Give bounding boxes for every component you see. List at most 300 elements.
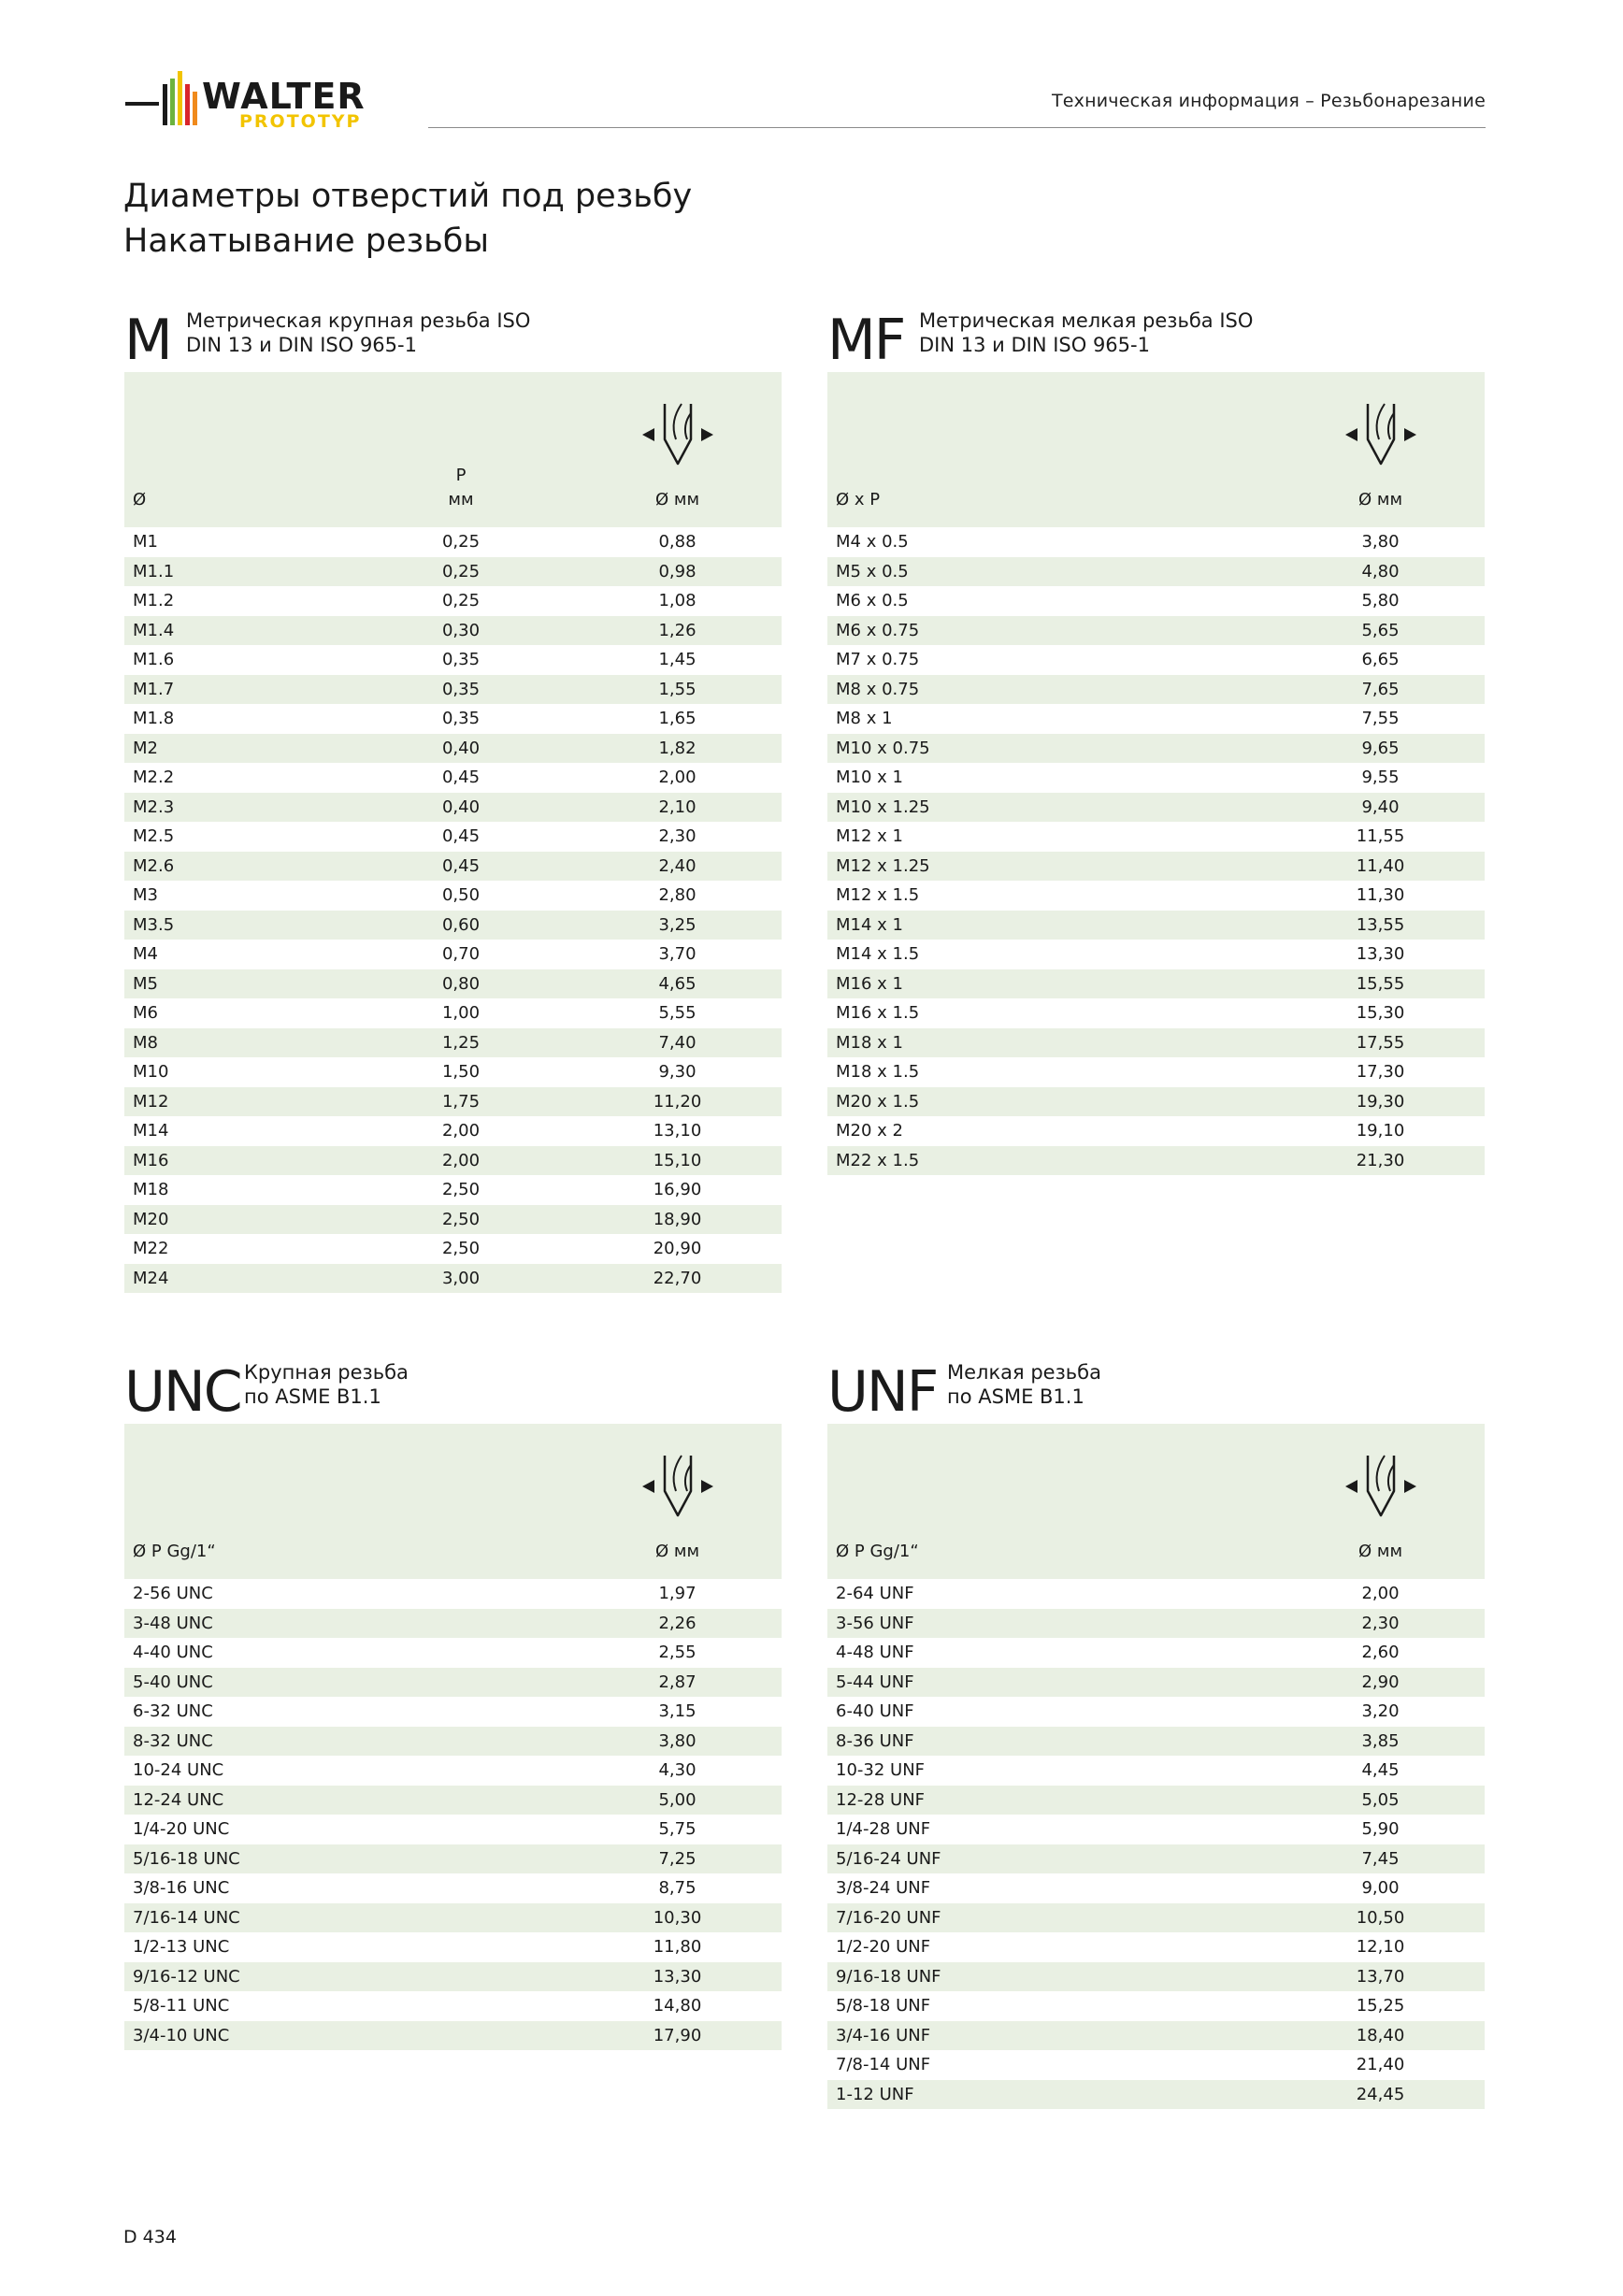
table-row (827, 2050, 1485, 2080)
table-cell: 5-40 UNC (133, 1672, 213, 1692)
table-cell: 3/8-24 UNF (836, 1878, 931, 1898)
table-cell: 17,90 (653, 2025, 702, 2045)
table-cell: 22,70 (653, 1268, 702, 1288)
table-cell: 7,65 (1361, 679, 1400, 699)
table-cell: 7/8-14 UNF (836, 2055, 931, 2074)
table-row (827, 1756, 1485, 1786)
section-description-line-2: DIN 13 и DIN ISO 965-1 (919, 334, 1150, 356)
logo-subtext: PROTOTYP (239, 111, 362, 132)
table-row (124, 1932, 782, 1962)
table-cell: M18 (133, 1180, 169, 1199)
table-cell: 2,55 (658, 1643, 697, 1662)
table-cell: 15,30 (1356, 1003, 1405, 1023)
table-cell: 7,55 (1361, 709, 1400, 728)
table-row (827, 1087, 1485, 1117)
table-cell: 1/2-20 UNF (836, 1937, 931, 1957)
table-cell: M10 x 0.75 (836, 738, 930, 758)
table-row (827, 2080, 1485, 2110)
table-row (124, 763, 782, 793)
table-cell: 2-56 UNC (133, 1584, 213, 1603)
section-code: UNF (827, 1359, 938, 1425)
table-row (124, 969, 782, 999)
table-cell: 7/16-20 UNF (836, 1907, 941, 1928)
table-row (827, 1146, 1485, 1176)
table-cell: 9/16-12 UNC (133, 1966, 240, 1987)
section-description-line-1: Метрическая крупная резьба ISO (186, 309, 531, 332)
table-cell: 3/4-16 UNF (836, 2025, 931, 2045)
table-row (827, 881, 1485, 911)
table-cell: 4,65 (658, 973, 697, 994)
table-row (827, 1932, 1485, 1962)
table-cell: 13,30 (1356, 944, 1405, 964)
table-row (124, 1234, 782, 1264)
table-cell: 6,65 (1361, 650, 1400, 669)
section-mf-header (827, 309, 1485, 372)
table-cell: 3,85 (1361, 1730, 1400, 1751)
table-cell: 15,10 (653, 1150, 702, 1170)
header-title: Техническая информация – Резьбонарезание (1051, 91, 1486, 111)
table-cell: M24 (133, 1268, 169, 1288)
table-header-row (124, 1424, 782, 1579)
table-cell: M1.4 (133, 620, 175, 640)
table-cell: 17,55 (1356, 1032, 1405, 1053)
table-cell: 1/4-20 UNC (133, 1819, 230, 1839)
table-row (124, 1697, 782, 1727)
table-cell: 5,65 (1361, 620, 1400, 640)
section-description (186, 309, 530, 357)
table-cell: 2,40 (658, 855, 697, 876)
table-row (124, 1873, 782, 1903)
table-row (124, 1087, 782, 1117)
table-cell: 5,00 (658, 1789, 697, 1810)
drill-bit-diameter-icon (573, 1448, 782, 1540)
table-cell: 8,75 (658, 1878, 697, 1898)
page-number: D 434 (123, 2227, 177, 2247)
table-cell: M20 x 1.5 (836, 1091, 920, 1112)
table-cell: 2,60 (1361, 1643, 1400, 1662)
table-row (124, 1962, 782, 1992)
table-cell: M18 x 1.5 (836, 1062, 920, 1082)
table-cell: 1/2-13 UNC (133, 1937, 230, 1957)
col-header-size: Ø x P (836, 490, 881, 509)
drill-bit-diameter-icon (573, 396, 782, 488)
page-title-line-2: Накатывание резьбы (123, 222, 489, 260)
table-row (124, 1815, 782, 1844)
table-row (124, 1727, 782, 1757)
table-row (827, 527, 1485, 557)
table-cell: 19,10 (1356, 1121, 1405, 1141)
table-cell: 3-56 UNF (836, 1613, 914, 1633)
table-row (827, 586, 1485, 616)
table-row (124, 1903, 782, 1933)
table-cell: 0,98 (658, 561, 697, 581)
table-cell: 5/8-11 UNC (133, 1996, 230, 2016)
table-cell: 0,25 (441, 591, 481, 610)
table-row (827, 1727, 1485, 1757)
table-cell: 11,20 (653, 1091, 702, 1112)
table-row (827, 1991, 1485, 2021)
table-row (827, 911, 1485, 940)
section-description-line-2: по ASME B1.1 (947, 1385, 1084, 1408)
table-cell: 1,26 (658, 620, 697, 640)
table-row (124, 2021, 782, 2051)
table-cell: 3,15 (658, 1701, 697, 1721)
table-cell: 6-40 UNF (836, 1701, 914, 1721)
table-cell: M4 (133, 944, 158, 964)
table-row (827, 1844, 1485, 1874)
header-divider (428, 127, 1486, 128)
table-row (124, 940, 782, 969)
table-cell: 1,50 (441, 1062, 481, 1082)
table-cell: M14 (133, 1121, 169, 1141)
table-cell: 0,30 (441, 620, 481, 640)
table-cell: M2.3 (133, 796, 175, 817)
table-cell: M6 x 0.75 (836, 620, 920, 640)
table-cell: M3.5 (133, 914, 175, 935)
table-row (827, 1873, 1485, 1903)
table-cell: M20 (133, 1209, 169, 1229)
table-cell: 0,70 (441, 944, 481, 964)
table-cell: M5 (133, 973, 158, 994)
table-cell: 5-44 UNF (836, 1672, 914, 1692)
table-cell: 4,30 (658, 1760, 697, 1780)
table-cell: M22 x 1.5 (836, 1150, 920, 1170)
table-m (124, 372, 782, 1293)
table-row (827, 1579, 1485, 1609)
table-cell: M12 x 1 (836, 826, 903, 846)
section-description-line-1: Крупная резьба (244, 1361, 409, 1384)
walter-logo (122, 60, 402, 135)
drill-bit-diameter-icon (1276, 396, 1485, 488)
table-cell: M14 x 1 (836, 914, 903, 935)
table-cell: 11,30 (1356, 885, 1405, 905)
table-cell: 0,50 (441, 885, 481, 905)
table-row (124, 911, 782, 940)
table-cell: M22 (133, 1239, 169, 1258)
table-cell: M20 x 2 (836, 1121, 903, 1141)
table-row (124, 1175, 782, 1205)
table-cell: M8 x 1 (836, 709, 893, 728)
table-cell: 1,97 (658, 1584, 697, 1603)
table-row (827, 793, 1485, 823)
table-cell: 1,55 (658, 679, 697, 699)
table-cell: 3,20 (1361, 1701, 1400, 1721)
table-row (124, 998, 782, 1028)
col-header-drill-diameter: Ø мм (1276, 1424, 1485, 1579)
table-cell: 18,40 (1356, 2025, 1405, 2045)
table-cell: 24,45 (1356, 2084, 1405, 2104)
table-row (827, 616, 1485, 646)
table-cell: 2,50 (441, 1239, 481, 1258)
table-row (827, 1668, 1485, 1698)
table-cell: 1-12 UNF (836, 2084, 914, 2104)
table-cell: 0,60 (441, 914, 481, 935)
table-cell: 1,25 (441, 1032, 481, 1053)
table-cell: 2,00 (441, 1121, 481, 1141)
table-cell: M6 (133, 1003, 158, 1023)
table-cell: 13,70 (1356, 1966, 1405, 1987)
table-row (827, 1815, 1485, 1844)
table-unf (827, 1424, 1485, 2109)
col-header-drill-diameter: Ø мм (573, 1424, 782, 1579)
table-cell: 8-36 UNF (836, 1730, 914, 1751)
table-cell: 10-24 UNC (133, 1760, 224, 1780)
table-cell: 5,05 (1361, 1789, 1400, 1810)
table-cell: M10 (133, 1062, 169, 1082)
table-unc (124, 1424, 782, 2050)
table-row (124, 881, 782, 911)
table-cell: 0,25 (441, 561, 481, 581)
table-cell: 13,10 (653, 1121, 702, 1141)
table-cell: M1.7 (133, 679, 175, 699)
table-cell: 9,30 (658, 1062, 697, 1082)
table-cell: 5/8-18 UNF (836, 1996, 931, 2016)
table-row (827, 1116, 1485, 1146)
table-cell: M10 x 1.25 (836, 796, 930, 817)
table-cell: 3,25 (658, 914, 697, 935)
table-mf (827, 372, 1485, 1175)
table-cell: M1.2 (133, 591, 175, 610)
table-cell: M2.6 (133, 855, 175, 876)
table-cell: 2,80 (658, 885, 697, 905)
table-cell: 3,00 (441, 1268, 481, 1288)
col-header-size: Ø P Gg/1“ (133, 1542, 216, 1561)
table-cell: 20,90 (653, 1239, 702, 1258)
table-cell: 17,30 (1356, 1062, 1405, 1082)
table-cell: 15,25 (1356, 1996, 1405, 2016)
table-cell: 5/16-18 UNC (133, 1848, 240, 1869)
section-unc (124, 1360, 782, 2050)
table-cell: M8 x 0.75 (836, 679, 920, 699)
table-row (124, 557, 782, 587)
table-cell: 5,80 (1361, 591, 1400, 610)
table-row (124, 1991, 782, 2021)
table-cell: 10,50 (1356, 1907, 1405, 1928)
table-cell: M18 x 1 (836, 1032, 903, 1053)
table-cell: M12 x 1.25 (836, 855, 930, 876)
table-row (124, 1638, 782, 1668)
table-row (124, 527, 782, 557)
table-cell: M1.8 (133, 709, 175, 728)
table-cell: 0,25 (441, 532, 481, 552)
section-unf-header (827, 1360, 1485, 1424)
table-cell: 11,55 (1356, 826, 1405, 846)
table-cell: 21,30 (1356, 1150, 1405, 1170)
section-description-line-2: по ASME B1.1 (244, 1385, 381, 1408)
table-cell: M5 x 0.5 (836, 561, 909, 581)
table-row (827, 1609, 1485, 1639)
table-cell: 9,65 (1361, 738, 1400, 758)
table-cell: M10 x 1 (836, 768, 903, 787)
table-cell: 4-40 UNC (133, 1643, 213, 1662)
table-cell: M7 x 0.75 (836, 650, 920, 669)
table-cell: 7,25 (658, 1848, 697, 1869)
table-cell: 1/4-28 UNF (836, 1819, 931, 1839)
table-cell: M16 (133, 1150, 169, 1170)
table-row (124, 704, 782, 734)
table-row (124, 586, 782, 616)
table-cell: 14,80 (653, 1996, 702, 2016)
table-cell: 13,30 (653, 1966, 702, 1987)
table-cell: 18,90 (653, 1209, 702, 1229)
table-row (124, 1057, 782, 1087)
table-cell: M2.2 (133, 768, 175, 787)
table-cell: M12 x 1.5 (836, 885, 920, 905)
table-row (827, 940, 1485, 969)
table-row (827, 998, 1485, 1028)
section-description (919, 309, 1253, 357)
section-unf (827, 1360, 1485, 2109)
table-cell: 1,45 (658, 650, 697, 669)
table-row (827, 704, 1485, 734)
table-cell: 8-32 UNC (133, 1730, 213, 1751)
table-row (124, 1146, 782, 1176)
col-header-diameter: Ø (133, 490, 147, 509)
table-row (827, 822, 1485, 852)
table-row (827, 645, 1485, 675)
table-row (827, 1962, 1485, 1992)
table-cell: 2,30 (1361, 1613, 1400, 1633)
table-row (124, 1579, 782, 1609)
table-cell: 9,40 (1361, 796, 1400, 817)
table-cell: 5/16-24 UNF (836, 1848, 941, 1869)
page-title-line-1: Диаметры отверстий под резьбу (123, 178, 693, 215)
table-cell: M14 x 1.5 (836, 944, 920, 964)
table-cell: 1,08 (658, 591, 697, 610)
table-cell: 2,30 (658, 826, 697, 846)
table-cell: 0,80 (441, 973, 481, 994)
table-row (827, 852, 1485, 882)
section-code: UNC (124, 1359, 241, 1425)
table-cell: 13,55 (1356, 914, 1405, 935)
table-cell: 12,10 (1356, 1937, 1405, 1957)
table-cell: 1,65 (658, 709, 697, 728)
table-cell: 0,88 (658, 532, 697, 552)
table-cell: 16,90 (653, 1180, 702, 1199)
table-cell: 7/16-14 UNC (133, 1907, 240, 1928)
table-cell: 9,00 (1361, 1878, 1400, 1898)
section-m (124, 309, 782, 1293)
table-row (124, 1756, 782, 1786)
table-cell: 2-64 UNF (836, 1584, 914, 1603)
section-description (244, 1360, 409, 1409)
section-unc-header (124, 1360, 782, 1424)
table-cell: 3-48 UNC (133, 1613, 213, 1633)
table-cell: 2,50 (441, 1180, 481, 1199)
page-title (123, 174, 692, 264)
table-cell: 2,87 (658, 1672, 697, 1692)
table-cell: 1,00 (441, 1003, 481, 1023)
table-cell: 2,50 (441, 1209, 481, 1229)
table-cell: 9/16-18 UNF (836, 1966, 941, 1987)
table-cell: 12-28 UNF (836, 1789, 926, 1810)
table-row (827, 2021, 1485, 2051)
table-row (827, 1697, 1485, 1727)
table-cell: 0,45 (441, 855, 481, 876)
table-cell: 2,90 (1361, 1672, 1400, 1692)
table-row (124, 734, 782, 764)
table-cell: 3/4-10 UNC (133, 2025, 230, 2045)
table-cell: 12-24 UNC (133, 1789, 224, 1810)
table-cell: M16 x 1 (836, 973, 903, 994)
table-cell: M1 (133, 532, 158, 552)
walter-logo-icon (122, 60, 402, 135)
table-row (124, 1609, 782, 1639)
section-description-line-2: DIN 13 и DIN ISO 965-1 (186, 334, 417, 356)
table-row (827, 734, 1485, 764)
table-cell: 3,70 (658, 944, 697, 964)
table-cell: 0,35 (441, 709, 481, 728)
table-row (827, 1903, 1485, 1933)
table-cell: 21,40 (1356, 2055, 1405, 2074)
table-row (827, 1638, 1485, 1668)
table-cell: M2 (133, 738, 158, 758)
table-cell: M3 (133, 885, 158, 905)
table-row (124, 852, 782, 882)
table-cell: 11,80 (653, 1937, 702, 1957)
table-row (124, 1264, 782, 1294)
table-cell: 3,80 (658, 1730, 697, 1751)
table-cell: 5,90 (1361, 1819, 1400, 1839)
table-cell: 0,45 (441, 826, 481, 846)
table-cell: M1.6 (133, 650, 175, 669)
table-cell: 5,55 (658, 1003, 697, 1023)
table-row (124, 1786, 782, 1815)
table-cell: 4,45 (1361, 1760, 1400, 1780)
table-cell: 0,35 (441, 650, 481, 669)
table-cell: 0,40 (441, 796, 481, 817)
table-cell: 7,40 (658, 1032, 697, 1053)
table-cell: 4,80 (1361, 561, 1400, 581)
table-cell: 2,26 (658, 1613, 697, 1633)
table-row (124, 645, 782, 675)
table-row (124, 1116, 782, 1146)
table-cell: M4 x 0.5 (836, 532, 909, 552)
table-cell: 19,30 (1356, 1091, 1405, 1112)
table-header-row (827, 372, 1485, 527)
section-description-line-1: Метрическая мелкая резьба ISO (919, 309, 1254, 332)
table-header-row (827, 1424, 1485, 1579)
table-cell: 15,55 (1356, 973, 1405, 994)
table-cell: 1,75 (441, 1091, 481, 1112)
table-cell: M6 x 0.5 (836, 591, 909, 610)
table-cell: 10-32 UNF (836, 1760, 926, 1780)
section-mf (827, 309, 1485, 1175)
section-description (947, 1360, 1101, 1409)
table-row (124, 1028, 782, 1058)
logo-text: WALTER (202, 76, 366, 117)
table-cell: 0,40 (441, 738, 481, 758)
table-header-row (124, 372, 782, 527)
table-row (124, 1844, 782, 1874)
col-header-drill-diameter: Ø мм (1276, 372, 1485, 527)
table-row (827, 969, 1485, 999)
col-header-size: Ø P Gg/1“ (836, 1542, 919, 1561)
table-row (827, 557, 1485, 587)
table-cell: 4-48 UNF (836, 1643, 914, 1662)
table-row (124, 616, 782, 646)
table-cell: 0,45 (441, 768, 481, 787)
table-cell: 3,80 (1361, 532, 1400, 552)
table-row (827, 763, 1485, 793)
table-row (124, 1205, 782, 1235)
table-cell: 1,82 (658, 738, 697, 758)
table-cell: M2.5 (133, 826, 175, 846)
table-cell: 2,00 (441, 1150, 481, 1170)
section-description-line-1: Мелкая резьба (947, 1361, 1101, 1384)
table-cell: M16 x 1.5 (836, 1003, 920, 1023)
table-row (124, 1668, 782, 1698)
